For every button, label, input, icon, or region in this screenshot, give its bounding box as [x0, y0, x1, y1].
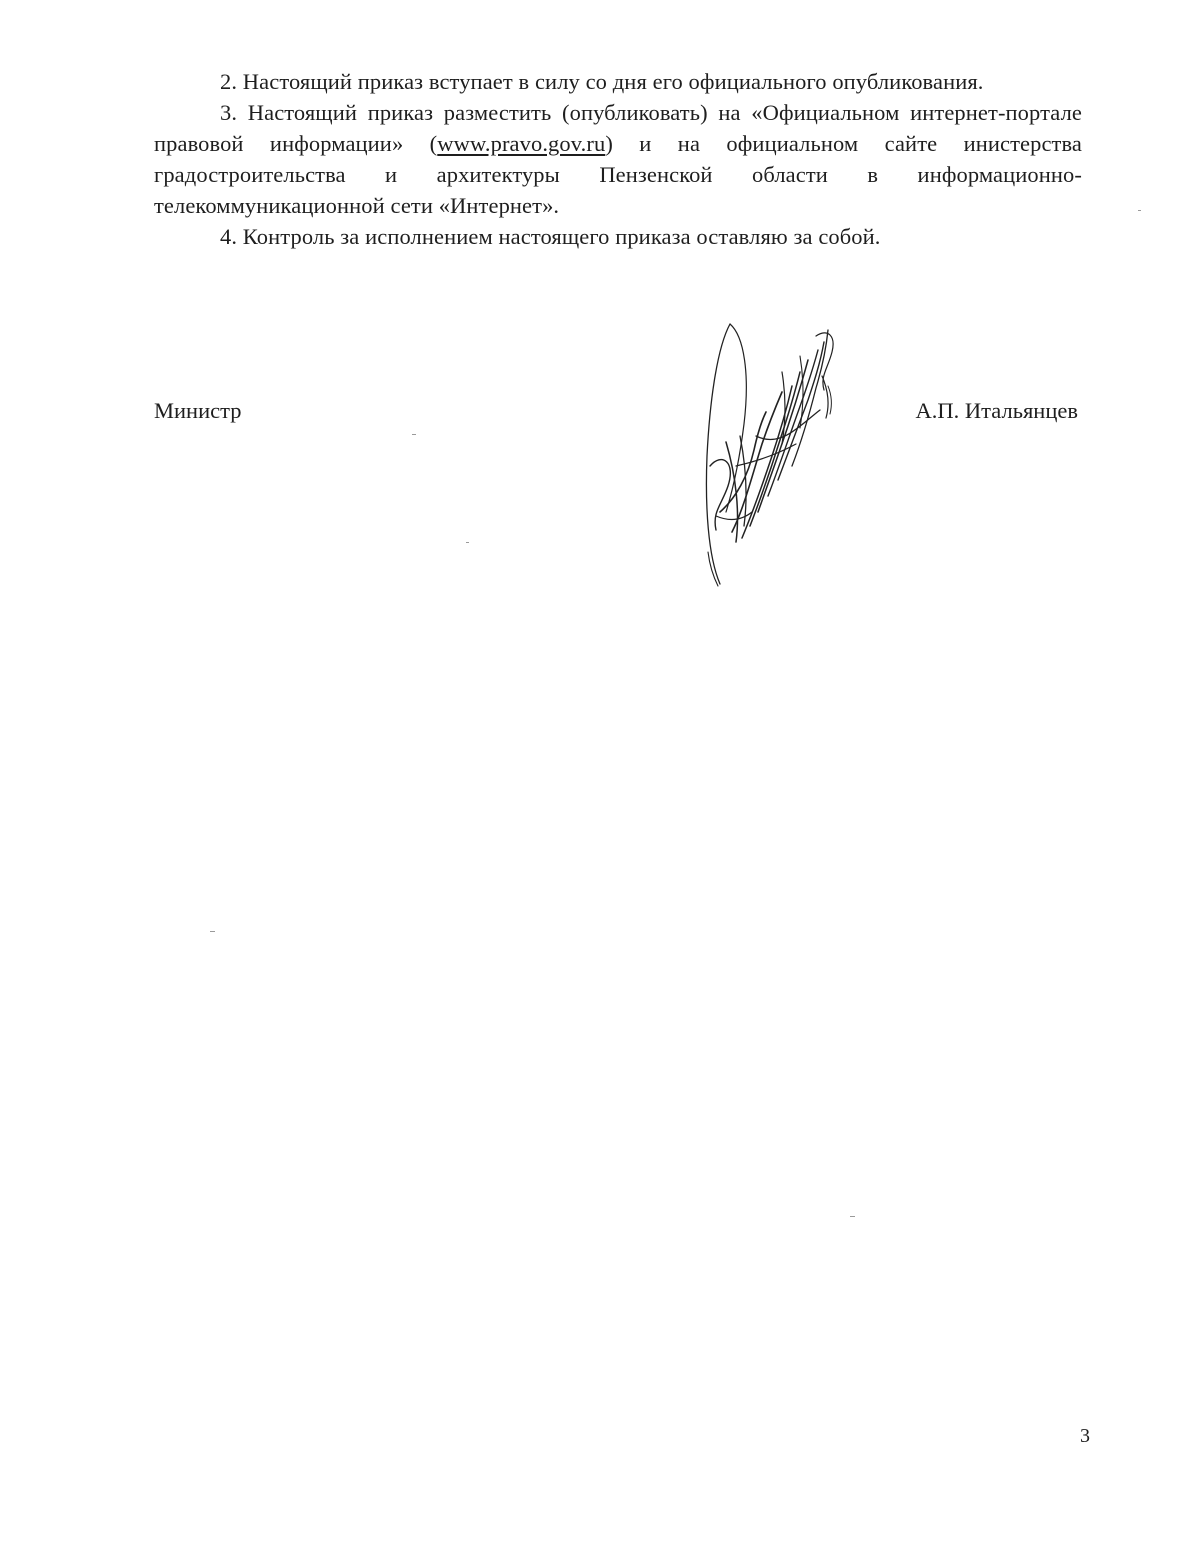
signer-position: Министр [154, 398, 242, 423]
page-number: 3 [1080, 1425, 1090, 1447]
paragraph-3-text-end: ) и на официальном сайте инистерства градостроительства и архитектуры Пензенской области в информационно-телекоммуникационной сети «Интернет». [154, 131, 1083, 218]
pravo-gov-link[interactable]: www.pravo.gov.ru [437, 131, 606, 156]
paragraph-4 [154, 221, 1082, 252]
signature-block [154, 395, 1082, 427]
scan-speck [466, 542, 469, 543]
paragraph-4-text: 4. Контроль за исполнением настоящего приказа оставляю за собой. [220, 224, 881, 249]
paragraph-2 [154, 66, 1082, 97]
scan-speck [412, 434, 416, 435]
scan-speck [210, 931, 215, 932]
paragraph-3 [154, 97, 1082, 221]
scan-speck [1138, 210, 1141, 211]
document-body [154, 66, 1082, 252]
handwritten-signature-icon [696, 316, 846, 591]
scan-speck [850, 1216, 855, 1217]
paragraph-3-text-start: 3. Настоящий приказ разместить (опубликовать) на «Официальном интернет-портале правовой информации» ( [154, 100, 1082, 156]
signer-name: А.П. Итальянцев [915, 398, 1078, 423]
paragraph-2-text: 2. Настоящий приказ вступает в силу со дня его официального опубликования. [220, 69, 984, 94]
